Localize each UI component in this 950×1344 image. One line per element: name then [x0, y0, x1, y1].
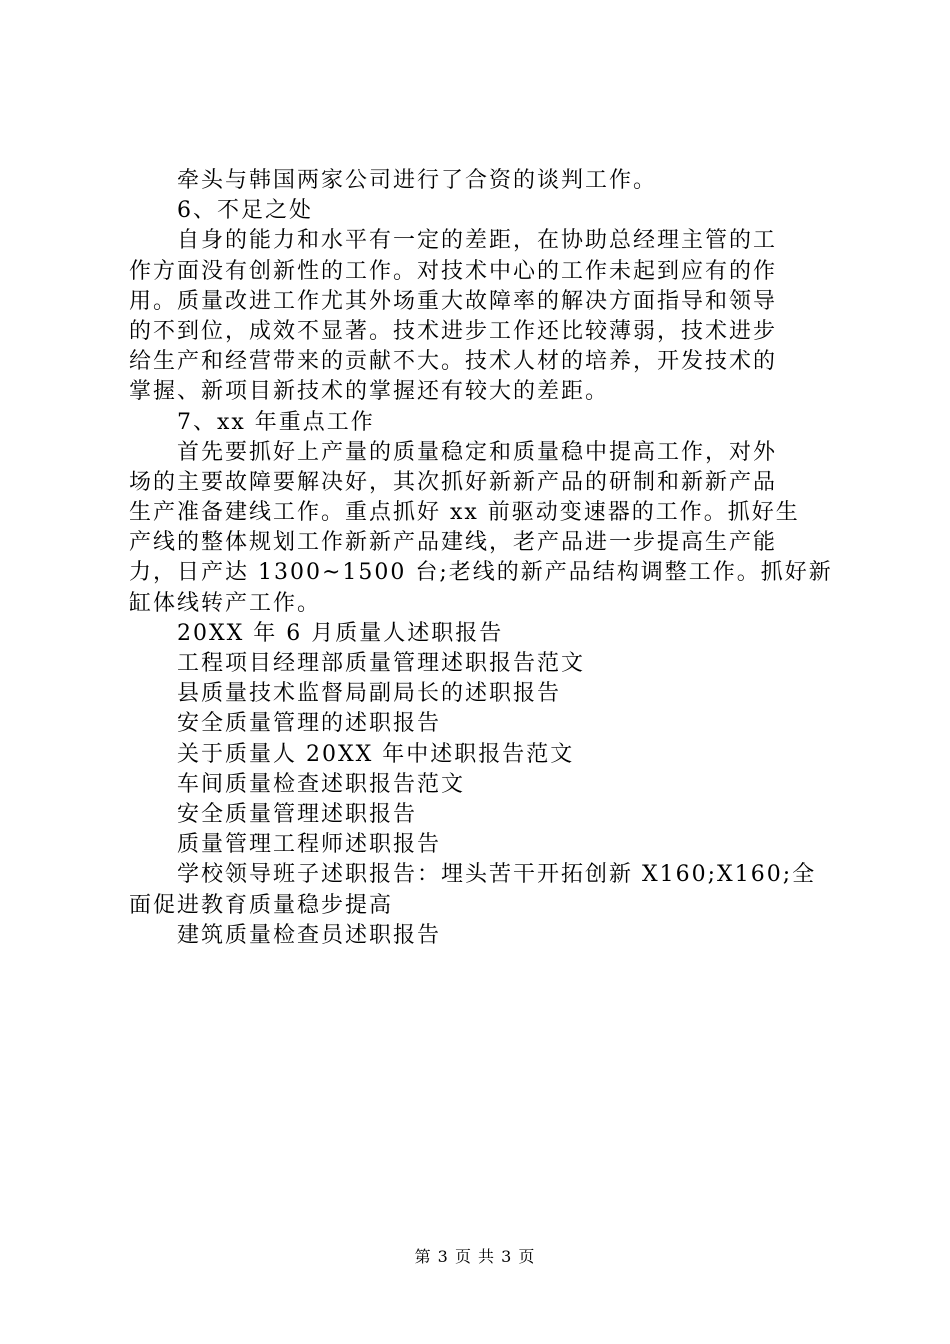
text-line: 牵头与韩国两家公司进行了合资的谈判工作。: [177, 168, 658, 193]
text-line: 首先要抓好上产量的质量稳定和质量稳中提高工作，对外: [177, 439, 778, 465]
text-line: 用。质量改进工作尤其外场重大故障率的解决方面指导和领导: [129, 288, 778, 314]
text-line: 县质量技术监督局副局长的述职报告: [177, 681, 562, 707]
text-line: 缸体线转产工作。: [129, 590, 322, 616]
text-line: 20XX 年 6 月质量人述职报告: [177, 620, 504, 646]
text-line: 掌握、新项目新技术的掌握还有较大的差距。: [129, 379, 610, 405]
text-line: 生产准备建线工作。重点抓好 xx 前驱动变速器的工作。抓好生: [129, 500, 800, 526]
text-line: 安全质量管理述职报告: [177, 801, 418, 827]
text-line: 场的主要故障要解决好，其次抓好新新产品的研制和新新产品: [129, 469, 778, 495]
text-line: 车间质量检查述职报告范文: [177, 771, 466, 797]
text-line: 给生产和经营带来的贡献不大。技术人材的培养，开发技术的: [129, 349, 778, 375]
text-line: 自身的能力和水平有一定的差距，在协助总经理主管的工: [177, 228, 778, 254]
text-line: 力，日产达 1300~1500 台;老线的新产品结构调整工作。抓好新: [129, 560, 833, 586]
text-line: 产线的整体规划工作新新产品建线，老产品进一步提高生产能: [129, 530, 778, 556]
page-footer: 第 3 页 共 3 页: [414, 1247, 536, 1266]
text-line: 安全质量管理的述职报告: [177, 711, 442, 737]
document-body: [129, 166, 834, 951]
text-line: 建筑质量检查员述职报告: [177, 922, 442, 948]
text-line: 质量管理工程师述职报告: [177, 832, 442, 858]
text-line: 面促进教育质量稳步提高: [129, 892, 394, 918]
text-line: 的不到位，成效不显著。技术进步工作还比较薄弱，技术进步: [129, 318, 778, 344]
text-line: 工程项目经理部质量管理述职报告范文: [177, 651, 586, 676]
text-line: 7、xx 年重点工作: [177, 409, 375, 435]
text-line: 学校领导班子述职报告：埋头苦干开拓创新 X160;X160;全: [177, 862, 817, 888]
text-line: 关于质量人 20XX 年中述职报告范文: [177, 741, 575, 767]
text-line: 6、不足之处: [177, 198, 313, 224]
text-line: 作方面没有创新性的工作。对技术中心的工作未起到应有的作: [129, 258, 778, 284]
